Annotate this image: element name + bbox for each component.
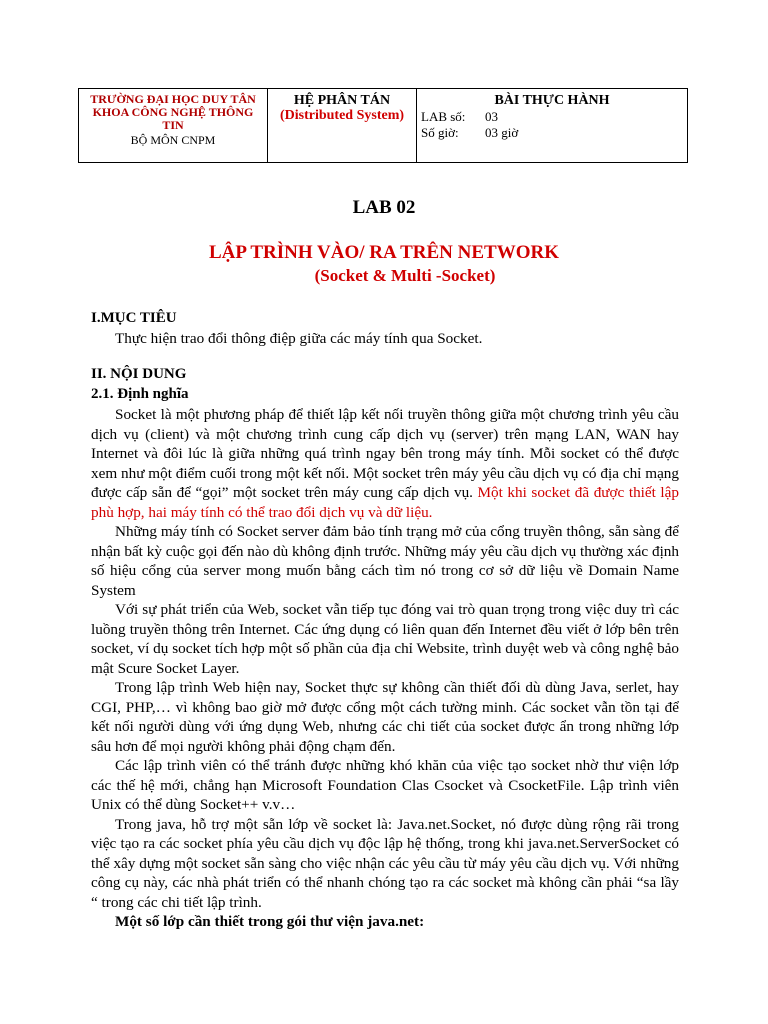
paragraph-4: Trong lập trình Web hiện nay, Socket thực sự không cần thiết đối dù dùng Java, serlet, hay CGI, PHP,… vì không bao giờ mở được cổng một cách tường minh. Các socket vẫn tồn tại để kết nối người dùng với ứng dụng Web, nhưng các chi tiết của socket được ẩn trong những lớp sâu hơn để mọi người không phải động chạm đến. (91, 679, 679, 755)
lab-number-value: 03 (485, 109, 498, 124)
department: BỘ MÔN CNPM (130, 133, 216, 147)
hours-value: 03 giờ (485, 125, 519, 140)
document-title: LẬP TRÌNH VÀO/ RA TRÊN NETWORK (209, 242, 559, 263)
paragraph-1-highlight: Một khi socket đã được thiết lập phù hợp, hai máy tính có thể trao đổi dịch vụ và dữ liệu. (91, 484, 679, 521)
paragraph-1-text: Socket là một phương pháp để thiết lập kết nối truyền thông giữa một chương trình yêu cầu dịch vụ (client) và một chương trình cung cấp dịch vụ (server) trên mạng LAN, WAN hay Internet và đôi lúc là giữa những quá trình ngay bên trong máy tính. Mỗi socket có thể được xem như một điểm cuối trong một kết nối. Một socket trên máy yêu cầu dịch vụ có địa chỉ mạng được cấp sẵn để “gọi” một socket trên máy cung cấp dịch vụ. (91, 406, 679, 501)
course-subtitle: (Distributed System) (279, 108, 405, 123)
paragraph-6: Trong java, hỗ trợ một sẵn lớp về socket là: Java.net.Socket, nó được dùng rộng rãi trong việc tạo ra các socket phía yêu cầu dịch vụ độc lập hệ thống, trong khi java.net.ServerSocket có thể xây dựng một socket sẵn sàng cho việc nhận các yêu cầu từ máy yêu cầu dịch vụ. Với những công cụ này, các nhà phát triển có thể nhanh chóng tạo ra các socket mà không cần phải “sa lầy “ trong các chi tiết lập trình. (91, 815, 679, 911)
practice-cell (417, 89, 688, 163)
paragraph-1 (91, 405, 679, 522)
course-cell (268, 89, 417, 163)
university-line1: TRƯỜNG ĐẠI HỌC DUY TÂN (90, 92, 256, 106)
paragraph-7: Một số lớp cần thiết trong gói thư viện java.net: (115, 913, 425, 930)
section1-heading: I.MỤC TIÊU (91, 310, 177, 326)
paragraph-5: Các lập trình viên có thể tránh được những khó khăn của việc tạo socket nhờ thư viện lớp các thế hệ mới, chẳng hạn Microsoft Foundation Clas Csocket và CsocketFile. Lập trình viên Unix có thể dùng Socket++ v.v… (91, 757, 679, 813)
practice-title: BÀI THỰC HÀNH (494, 93, 610, 108)
paragraph-2: Những máy tính có Socket server đảm bảo tính trạng mở của cổng truyền thông, sẵn sàng để nhận bất kỳ cuộc gọi đến nào dù không định trước. Những máy yêu cầu dịch vụ thường xác định số hiệu cổng của server mong muốn bằng cách tìm nó trong cơ sở dữ liệu về Domain Name System (91, 523, 679, 599)
lab-heading: LAB 02 (352, 197, 416, 218)
hours-row (421, 125, 683, 141)
paragraph-3: Với sự phát triển của Web, socket vẫn tiếp tục đóng vai trò quan trọng trong việc duy trì các luồng truyền thông trên Internet. Các ứng dụng có liên quan đến Internet đều viết ở lớp bên trên socket, ví dụ socket tích hợp một số phần của địa chỉ Website, trình duyệt web và công nghệ bảo mật Scure Socket Layer. (91, 601, 679, 677)
lab-number-row (421, 109, 683, 125)
section1-paragraph: Thực hiện trao đổi thông điệp giữa các máy tính qua Socket. (115, 330, 483, 347)
hours-label: Số giờ: (421, 125, 459, 140)
header-table (78, 88, 688, 163)
section2-heading: II. NỘI DUNG (91, 366, 187, 382)
lab-number-label: LAB số: (421, 109, 466, 124)
section2-body (91, 405, 679, 932)
section2-subheading: 2.1. Định nghĩa (91, 386, 189, 402)
university-cell (79, 89, 268, 163)
university-line2: KHOA CÔNG NGHỆ THÔNG (92, 105, 254, 119)
document-subtitle: (Socket & Multi -Socket) (314, 266, 496, 285)
section1-text (91, 329, 679, 349)
course-title: HỆ PHÂN TÁN (293, 93, 391, 108)
university-line3: TIN (162, 118, 184, 132)
